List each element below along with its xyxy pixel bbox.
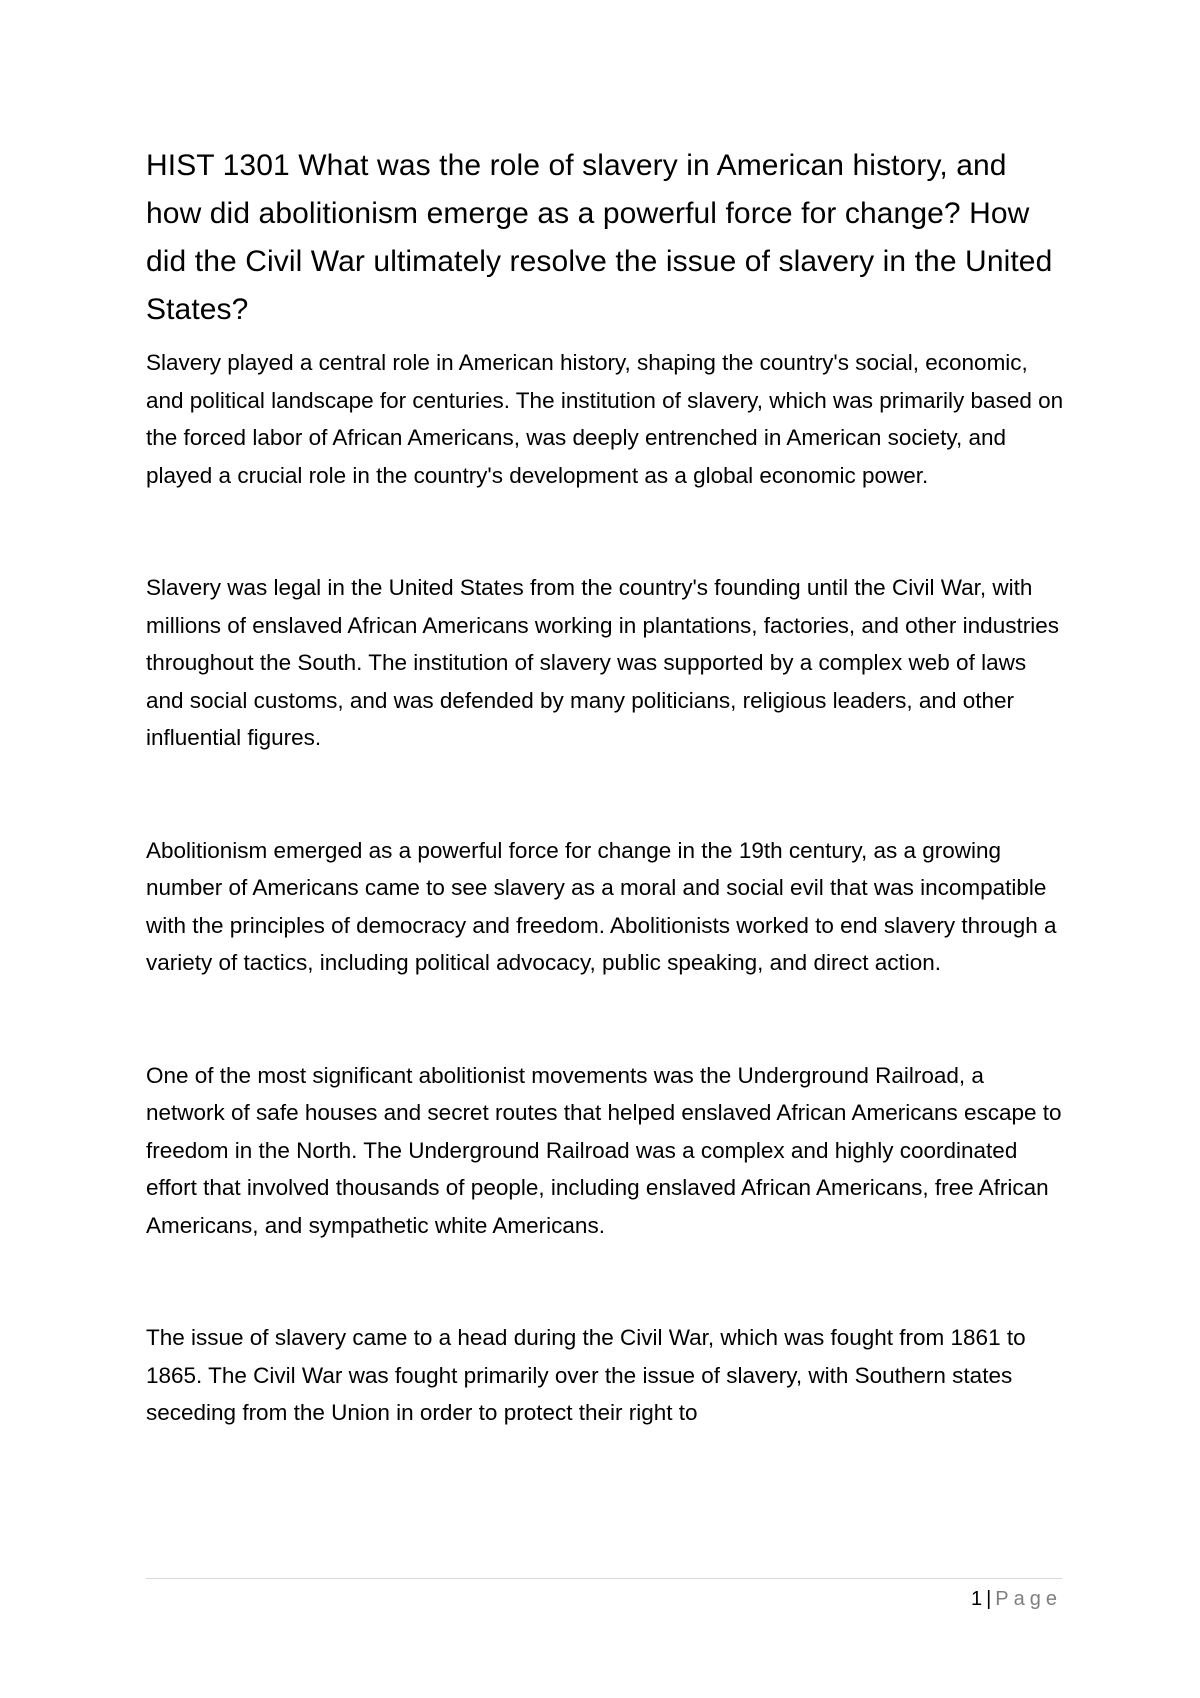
page-number: 1 xyxy=(970,1588,983,1610)
page-footer xyxy=(971,1585,1062,1613)
footer-divider xyxy=(146,1578,1062,1579)
paragraph: One of the most significant abolitionist movements was the Underground Railroad, a network of safe houses and secret routes that helped enslaved African Americans escape to freedom in the North. The Underground Railroad was a complex and highly coordinated effort that involved thousands of people, including enslaved African Americans, free African Americans, and sympathetic white Americans. xyxy=(146,1062,1062,1238)
paragraph: The issue of slavery came to a head during the Civil War, which was fought from 1861 to 1865. The Civil War was fought primarily over the issue of slavery, with Southern states seceding from the Union in order to protect their right to xyxy=(146,1325,1026,1425)
footer-separator: | xyxy=(986,1588,992,1610)
paragraph-spacer xyxy=(146,494,1066,569)
paragraph-spacer xyxy=(146,1244,1066,1319)
document-title: HIST 1301 What was the role of slavery in American history, and how did abolitionism emerge as a powerful force for change? How did the Civil War ultimately resolve the issue of slavery in the United States? xyxy=(146,149,1053,326)
paragraph: Slavery was legal in the United States from the country's founding until the Civil War, with millions of enslaved African Americans working in plantations, factories, and other industries throughout the South. The institution of slavery was supported by a complex web of laws and social customs, and was defended by many politicians, religious leaders, and other influential figures. xyxy=(146,575,1059,750)
paragraph-spacer xyxy=(146,982,1066,1057)
document-body xyxy=(146,142,1066,1432)
page-label: Page xyxy=(995,1588,1062,1610)
paragraph-spacer xyxy=(146,757,1066,832)
paragraph: Slavery played a central role in American history, shaping the country's social, economic, and political landscape for centuries. The institution of slavery, which was primarily based on the forced labor of African Americans, was deeply entrenched in American society, and played a crucial role in the country's development as a global economic power. xyxy=(146,350,1064,488)
paragraph: Abolitionism emerged as a powerful force for change in the 19th century, as a growing number of Americans came to see slavery as a moral and social evil that was incompatible with the principles of democracy and freedom. Abolitionists worked to end slavery through a variety of tactics, including political advocacy, public speaking, and direct action. xyxy=(146,837,1057,975)
